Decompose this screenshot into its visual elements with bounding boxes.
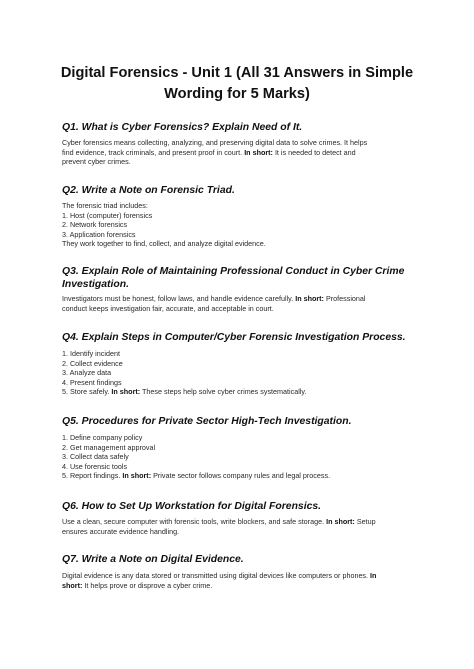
list-item: 1. Identify incident: [62, 349, 120, 358]
summary-text: Setup: [356, 517, 376, 526]
answer-text: Digital evidence is any data stored or transmitted using digital devices like computers or phones.: [62, 571, 369, 580]
list-item: 1. Define company policy: [62, 433, 143, 442]
answer-q6: [62, 517, 422, 536]
question-heading-q3: [62, 265, 404, 291]
answer-line: They work together to find, collect, and analyze digital evidence.: [62, 239, 266, 249]
question-line: Q3. Explain Role of Maintaining Professional Conduct in Cyber Crime: [62, 266, 405, 277]
answer-q5: [62, 433, 422, 481]
answer-line: conduct keeps investigation fair, accurate, and acceptable in court.: [62, 303, 274, 313]
answer-line: Cyber forensics means collecting, analyzing, and preserving digital data to solve crimes. It helps: [62, 138, 368, 147]
summary-text: Private sector follows company rules and legal process.: [153, 471, 331, 481]
answer-line: [62, 571, 422, 581]
answer-q2: [62, 201, 422, 249]
document-title: [40, 63, 434, 105]
question-line: Investigation.: [62, 279, 129, 290]
list-item: 2. Collect evidence: [62, 358, 123, 368]
list-text: 5. Store safely.: [62, 387, 110, 397]
answer-line: ensures accurate evidence handling.: [62, 526, 180, 536]
answer-line: prevent cyber crimes.: [62, 157, 131, 167]
question-heading-q1: Q1. What is Cyber Forensics? Explain Need of It.: [62, 122, 303, 133]
list-item: 4. Use forensic tools: [62, 461, 128, 471]
answer-q4: [62, 349, 422, 397]
answer-line: [62, 294, 422, 304]
list-item: 3. Collect data safely: [62, 452, 129, 462]
list-item: [62, 387, 422, 397]
answer-text: find evidence, track criminals, and present proof in court.: [62, 147, 243, 157]
summary-label: In short:: [122, 471, 152, 481]
question-heading-q6: Q6. How to Set Up Workstation for Digital Forensics.: [62, 501, 322, 512]
summary-label: short:: [62, 580, 83, 590]
answer-line: [62, 517, 422, 527]
answer-q7: [62, 571, 422, 590]
summary-label: In short:: [111, 387, 141, 397]
summary-label: In short:: [244, 147, 273, 157]
list-item: 2. Network forensics: [62, 220, 128, 230]
list-item: 3. Application forensics: [62, 229, 136, 239]
summary-text: It helps prove or disprove a cyber crime.: [84, 580, 213, 590]
list-item: [62, 471, 422, 481]
list-item: 4. Present findings: [62, 377, 122, 387]
summary-label: In: [370, 571, 377, 580]
summary-label: In short:: [295, 294, 324, 303]
summary-text: Professional: [325, 294, 366, 303]
question-heading-q7: Q7. Write a Note on Digital Evidence.: [62, 554, 244, 565]
answer-q3: [62, 294, 422, 313]
question-heading-q4: Q4. Explain Steps in Computer/Cyber Forensic Investigation Process.: [62, 332, 406, 343]
answer-line: The forensic triad includes:: [62, 201, 148, 210]
answer-q1: [62, 138, 422, 167]
question-heading-q2: Q2. Write a Note on Forensic Triad.: [62, 185, 235, 196]
summary-text: It is needed to detect and: [274, 147, 356, 157]
title-line: Wording for 5 Marks): [164, 86, 310, 102]
question-heading-q5: Q5. Procedures for Private Sector High-Tech Investigation.: [62, 416, 352, 427]
answer-text: Investigators must be honest, follow laws, and handle evidence carefully.: [62, 294, 294, 303]
list-item: 3. Analyze data: [62, 368, 112, 378]
title-line: Digital Forensics - Unit 1 (All 31 Answers in Simple: [60, 65, 414, 81]
answer-line: [62, 581, 422, 591]
list-item: 2. Get management approval: [62, 442, 156, 452]
answer-line: [62, 148, 422, 158]
summary-label: In short:: [326, 517, 355, 526]
answer-text: Use a clean, secure computer with forensic tools, write blockers, and safe storage.: [62, 517, 325, 526]
summary-text: These steps help solve cyber crimes systematically.: [142, 387, 307, 397]
list-text: 5. Report findings.: [62, 471, 121, 481]
list-item: 1. Host (computer) forensics: [62, 210, 153, 220]
